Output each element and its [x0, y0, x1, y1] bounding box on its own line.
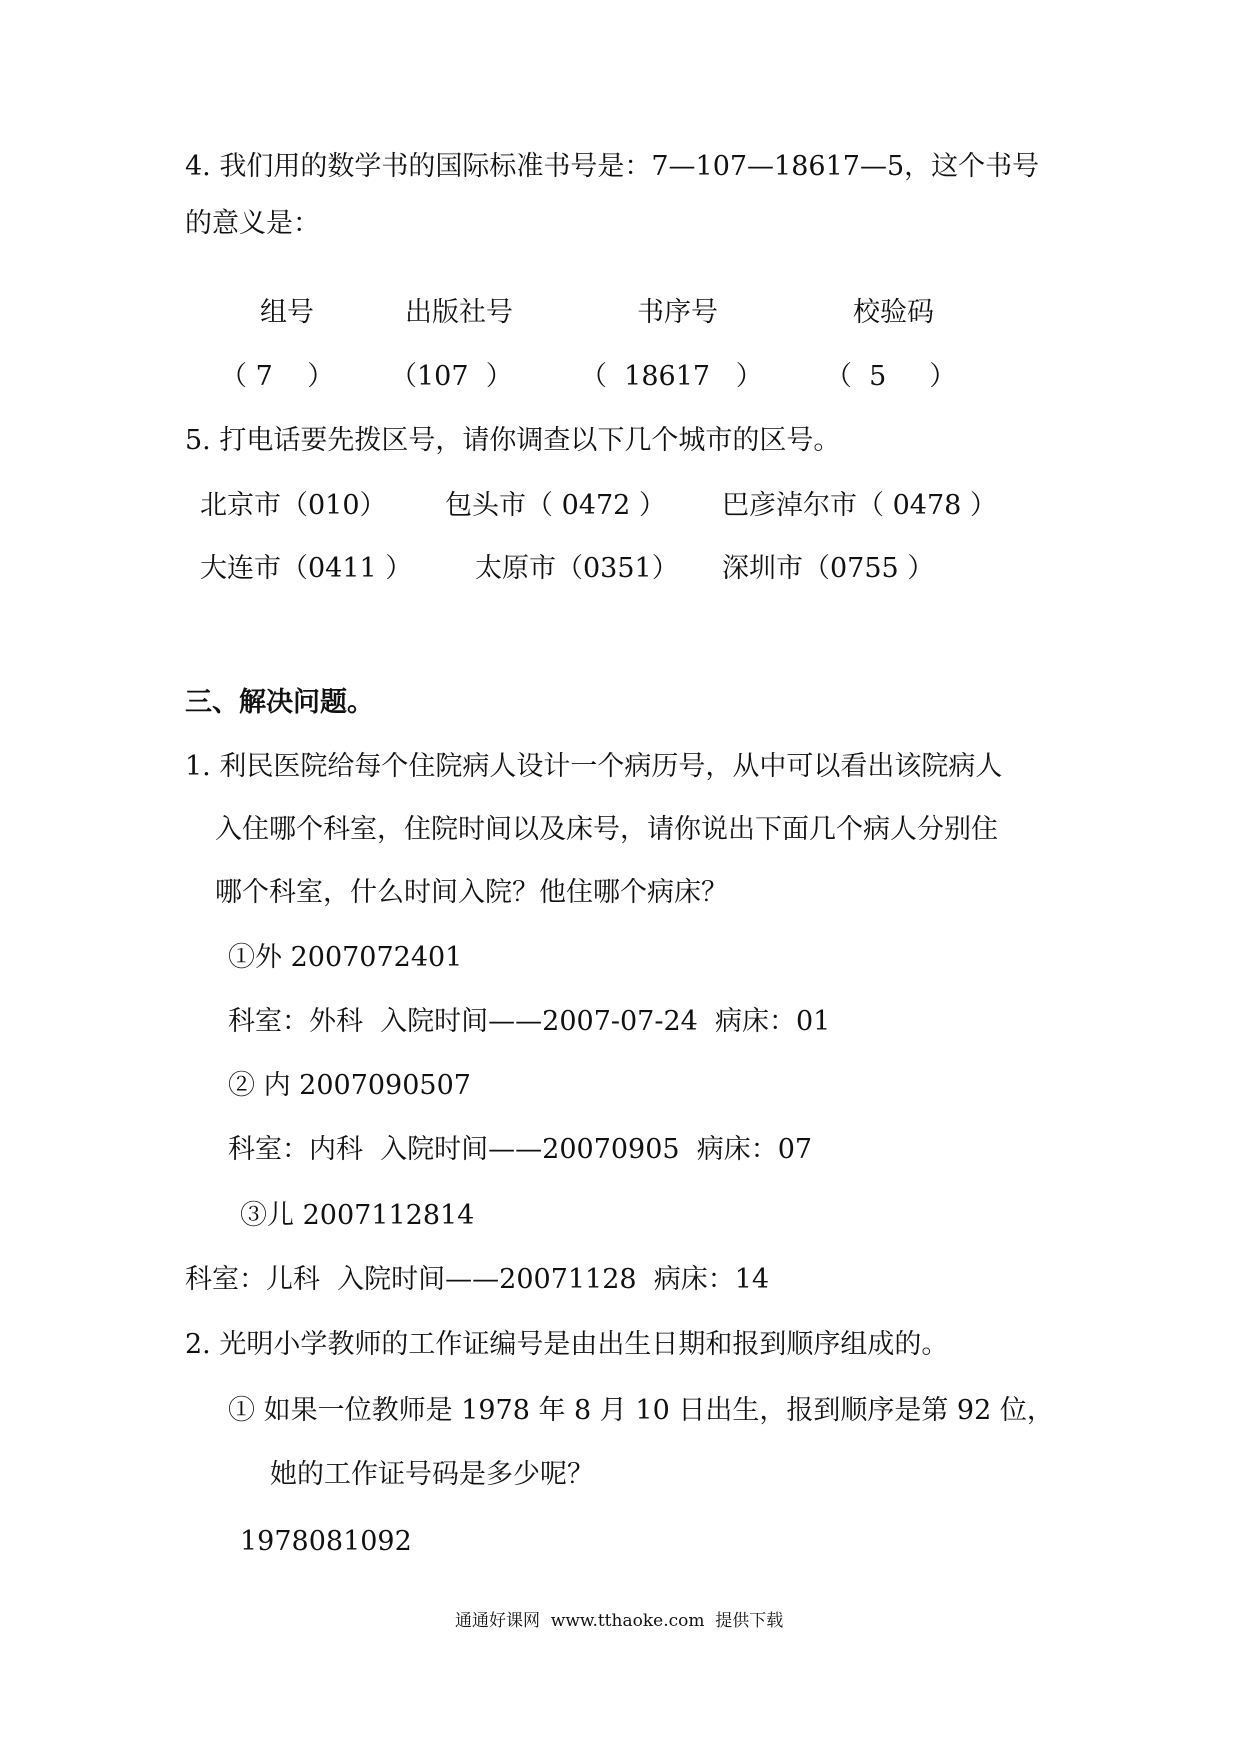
q4-line-1: 4. 我们用的数学书的国际标准书号是：7—107—18617—5，这个书号	[185, 151, 1040, 182]
q5-beijing: 北京市（010）	[200, 490, 387, 521]
footer-credit: 通通好课网 www.tthaoke.com 提供下载	[455, 1611, 784, 1631]
p2-sub1-line-1: ① 如果一位教师是 1978 年 8 月 10 日出生，报到顺序是第 92 位，	[228, 1395, 1054, 1426]
section-3-title: 三、解决问题。	[185, 687, 374, 718]
p1-item-3-answer: 科室：儿科 入院时间——20071128 病床：14	[185, 1264, 770, 1295]
p1-item-2-code: ② 内 2007090507	[228, 1070, 471, 1101]
q4-answer-publisher: （107 ）	[390, 361, 513, 392]
q4-header-sequence: 书序号	[637, 297, 718, 328]
q5-shenzhen: 深圳市（0755 ）	[722, 553, 935, 584]
p1-item-3-code: ③儿 2007112814	[240, 1200, 475, 1231]
q4-header-checksum: 校验码	[853, 297, 934, 328]
q5-dalian: 大连市（0411 ）	[200, 553, 413, 584]
q4-line-2: 的意义是：	[185, 208, 320, 239]
p2-sub1-answer: 1978081092	[240, 1526, 412, 1557]
q4-header-publisher: 出版社号	[405, 297, 513, 328]
q5-bayannur: 巴彦淖尔市（ 0478 ）	[722, 490, 997, 521]
p2-sub1-line-2: 她的工作证号码是多少呢？	[270, 1459, 594, 1490]
p1-item-1-code: ①外 2007072401	[228, 942, 463, 973]
p1-line-3: 哪个科室，什么时间入院？他住哪个病床？	[215, 877, 728, 908]
p2-line-1: 2. 光明小学教师的工作证编号是由出生日期和报到顺序组成的。	[185, 1329, 949, 1360]
p1-item-2-answer: 科室：内科 入院时间——20070905 病床：07	[228, 1134, 813, 1165]
p1-item-1-answer: 科室：外科 入院时间——2007-07-24 病床：01	[228, 1006, 831, 1037]
q4-answer-group: （ 7 ）	[220, 361, 335, 392]
p1-line-2: 入住哪个科室，住院时间以及床号，请你说出下面几个病人分别住	[215, 814, 998, 845]
p1-line-1: 1. 利民医院给每个住院病人设计一个病历号，从中可以看出该院病人	[185, 751, 1003, 782]
q4-header-group: 组号	[260, 297, 314, 328]
q5-baotou: 包头市（ 0472 ）	[445, 490, 666, 521]
q5-taiyuan: 太原市（0351）	[475, 553, 679, 584]
q5-line-1: 5. 打电话要先拨区号，请你调查以下几个城市的区号。	[185, 425, 841, 456]
q4-answer-sequence: （ 18617 ）	[580, 361, 763, 392]
q4-answer-checksum: （ 5 ）	[825, 361, 957, 392]
